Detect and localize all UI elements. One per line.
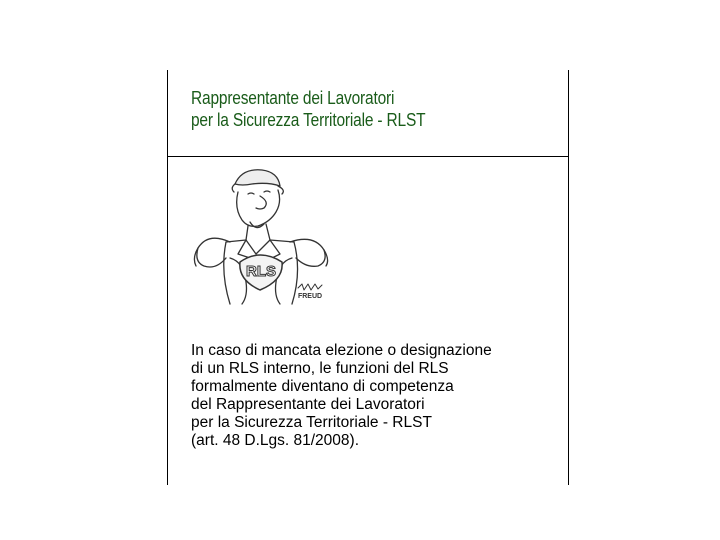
body-line-6: (art. 48 D.Lgs. 81/2008). — [191, 432, 360, 449]
body-line-2: di un RLS interno, le funzioni del RLS — [191, 360, 449, 377]
left-border-line — [167, 70, 168, 485]
rls-badge-label: RLS — [246, 263, 276, 280]
body-line-5: per la Sicurezza Territoriale - RLST — [191, 414, 432, 431]
title-divider — [167, 156, 569, 157]
rls-superhero-illustration — [190, 162, 350, 310]
body-line-1: In caso di mancata elezione o designazione — [191, 342, 492, 359]
title-line-2: per la Sicurezza Territoriale - RLST — [191, 110, 426, 130]
right-border-line — [568, 70, 569, 485]
slide-title — [191, 87, 509, 131]
body-line-4: del Rappresentante dei Lavoratori — [191, 396, 425, 413]
title-line-1: Rappresentante dei Lavoratori — [191, 88, 395, 108]
artist-signature: FREUD — [297, 293, 323, 300]
body-paragraph — [191, 342, 561, 450]
body-line-3: formalmente diventano di competenza — [191, 378, 454, 395]
